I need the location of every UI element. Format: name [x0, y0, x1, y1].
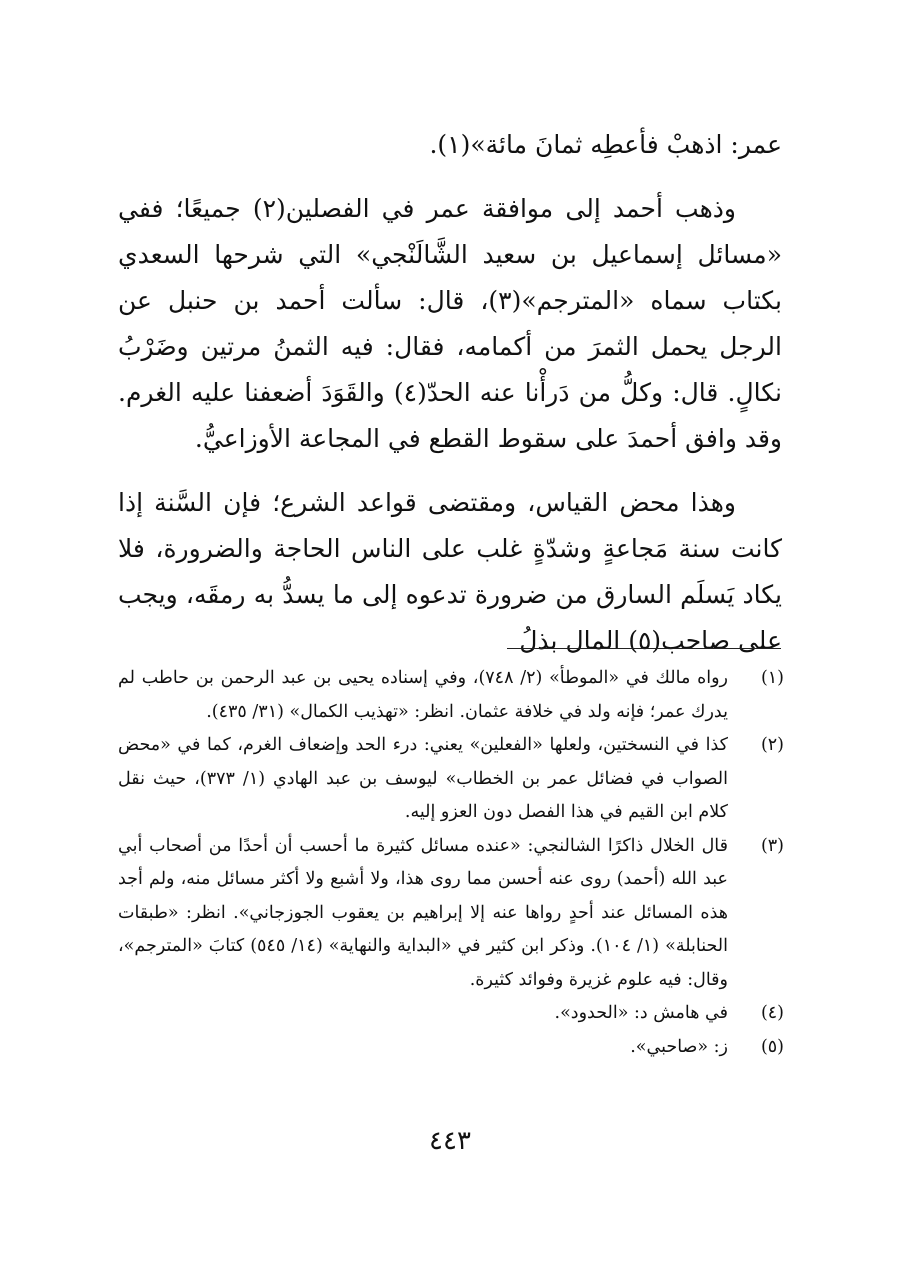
- footnote-4: [118, 997, 784, 1031]
- paragraph-1: عمر: اذهبْ فأعطِه ثمانَ مائة»(١).: [429, 130, 782, 159]
- page-number: ٤٤٣: [429, 1126, 471, 1156]
- footnote-number: (٥): [760, 1036, 784, 1057]
- footnote-text: رواه مالك في «الموطأ» (٢/ ٧٤٨)، وفي إسناده يحيى بن عبد الرحمن بن حاطب لم يدرك عمر؛ فإنه ولد في خلافة عثمان. انظر: «تهذيب الكمال» (٣١/ ٤٣٥).: [118, 668, 728, 722]
- footnote-number: (٤): [760, 1003, 784, 1023]
- footnote-text: ز: «صاحبي».: [630, 1036, 728, 1057]
- paragraph-3: وهذا محض القياس، ومقتضى قواعد الشرع؛ فإن السَّنة إذا كانت سنة مَجاعةٍ وشدّةٍ غلب على الناس الحاجة والضرورة، فلا يكاد يَسلَم السارق من ضرورة تدعوه إلى ما يسدُّ به رمقَه، ويجب على صاحب(٥) المال بذلُ: [118, 488, 782, 655]
- main-text: [118, 122, 782, 664]
- footnote-2: [118, 729, 784, 830]
- footnote-number: (١): [760, 668, 784, 688]
- footnote-number: (٣): [760, 835, 784, 856]
- footnote-text: قال الخلال ذاكرًا الشالنجي: «عنده مسائل كثيرة ما أحسب أن أحدًا من أصحاب أبي عبد الله (أحمد) روى عنه أحسن مما روى هذا، ولا أشبع ولا أكثر مسائل منه، ولم أجد هذه المسائل عند أحدٍ رواها عنه إلا إبراهيم بن يعقوب الجوزجاني». انظر: «طبقات الحنابلة» (١/ ١٠٤). وذكر ابن كثير في «البداية والنهاية» (١٤/ ٥٤٥) كتابَ «المترجم»، وقال: فيه علوم غزيرة وفوائد كثيرة.: [118, 835, 728, 990]
- footnote-3: [118, 830, 784, 998]
- footnotes: [118, 662, 784, 1064]
- paragraph-2: وذهب أحمد إلى موافقة عمر في الفصلين(٢) جميعًا؛ ففي «مسائل إسماعيل بن سعيد الشَّالَنْجي» التي شرحها السعدي بكتاب سماه «المترجم»(٣)، قال: سألت أحمد بن حنبل عن الرجل يحمل الثمرَ من أكمامه، فقال: فيه الثمنُ مرتين وضَرْبُ نكالٍ. قال: وكلُّ من دَرأْنا عنه الحدّ(٤) والقَوَدَ أضعفنا عليه الغرم. وقد وافق أحمدَ على سقوط القطع في المجاعة الأوزاعيُّ.: [118, 194, 782, 453]
- footnote-5: [118, 1031, 784, 1065]
- footnote-number: (٢): [760, 735, 784, 755]
- footnote-text: كذا في النسختين، ولعلها «الفعلين» يعني: درء الحد وإضعاف الغرم، كما في «محض الصواب في فضائل عمر بن الخطاب» ليوسف بن عبد الهادي (١/ ٣٧٣)، حيث نقل كلام ابن القيم في هذا الفصل دون العزو إليه.: [118, 735, 728, 822]
- footnote-divider: [507, 648, 781, 649]
- footnote-text: في هامش د: «الحدود».: [554, 1003, 728, 1023]
- footnote-1: [118, 662, 784, 729]
